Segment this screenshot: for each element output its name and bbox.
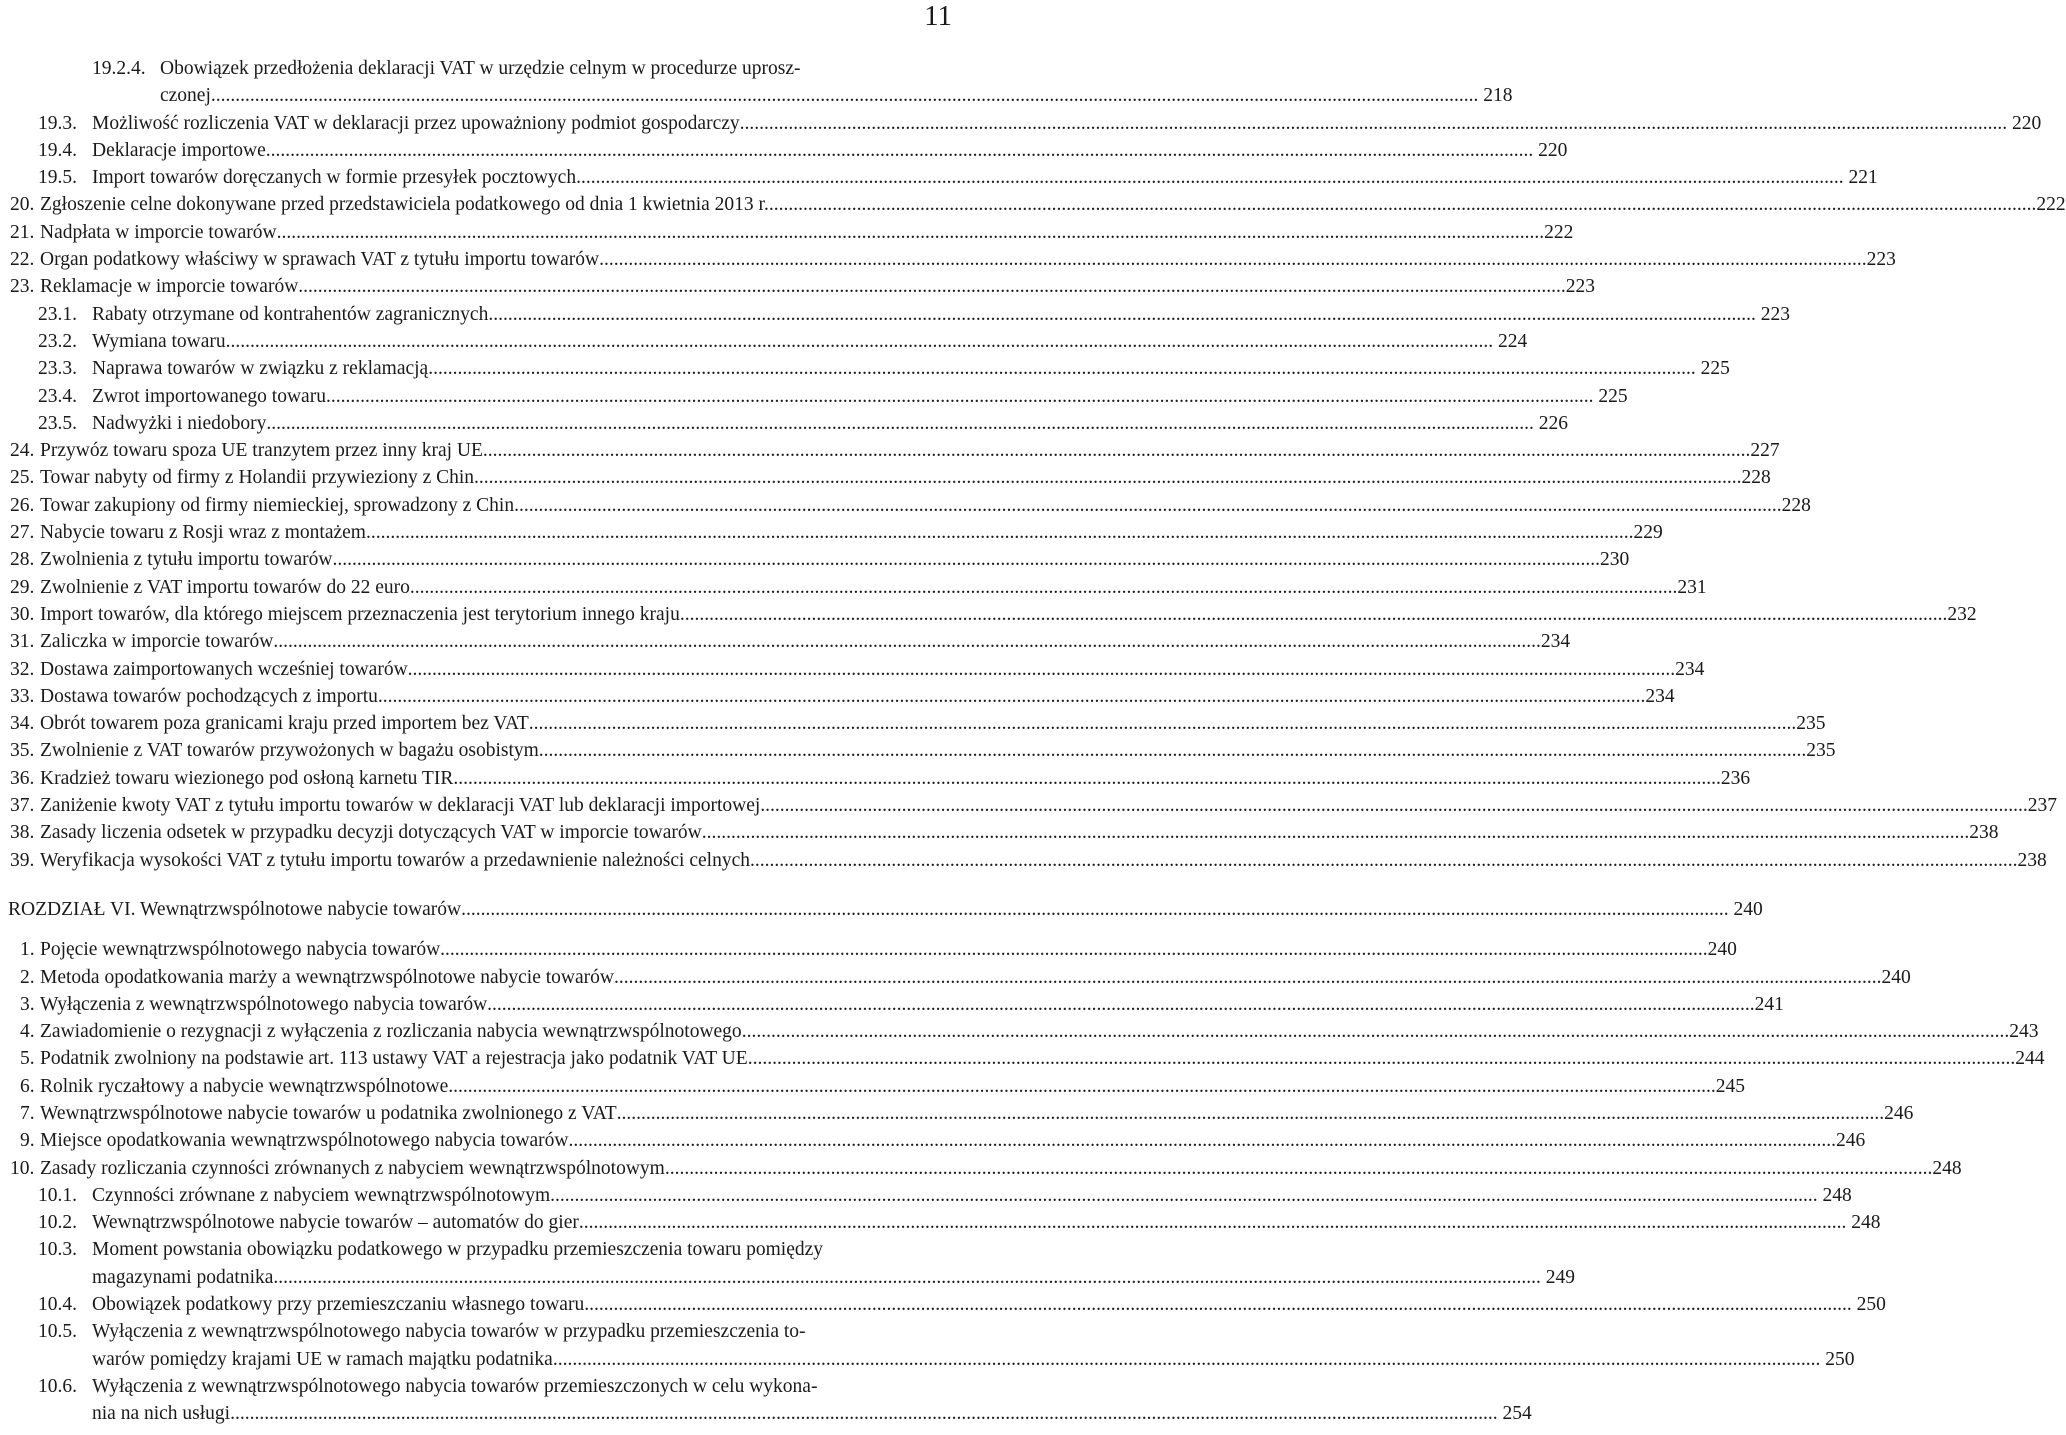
toc-entry-title: magazynami podatnika bbox=[92, 1266, 274, 1288]
toc-entry bbox=[0, 546, 1630, 573]
toc-entry bbox=[0, 492, 1811, 519]
toc-entry-number: 33. bbox=[10, 685, 35, 707]
toc-entry-page: 240 bbox=[1881, 966, 1911, 988]
toc-entry-title: Nadwyżki i niedobory bbox=[92, 412, 267, 434]
toc-entry bbox=[0, 991, 1784, 1018]
toc-entry-page: 245 bbox=[1715, 1075, 1746, 1097]
toc-entry-page: 223 bbox=[1760, 303, 1790, 325]
toc-entry-page: 228 bbox=[1781, 494, 1811, 516]
toc-section-import bbox=[0, 55, 2066, 874]
leader-dots bbox=[277, 219, 1545, 246]
toc-entry-title: Miejsce opodatkowania wewnątrzwspólnotowego nabycia towarów bbox=[40, 1130, 569, 1152]
toc-entry-number: 37. bbox=[10, 795, 35, 817]
toc-entry-number: 10.4. bbox=[38, 1294, 77, 1316]
toc-entry-title: nia na nich usługi bbox=[92, 1403, 231, 1425]
toc-entry-number: 38. bbox=[10, 822, 35, 844]
leader-dots bbox=[483, 437, 1751, 464]
toc-entry-title: Zawiadomienie o rezygnacji z wyłączenia z rozliczania nabycia wewnątrzwspólnotowego bbox=[40, 1021, 742, 1043]
toc-entry-title: Wewnątrzwspólnotowe nabycie towarów u podatnika zwolnionego z VAT bbox=[40, 1102, 617, 1124]
toc-entry-title: Zwrot importowanego towaru bbox=[92, 385, 326, 407]
toc-entry-number: 26. bbox=[10, 494, 35, 516]
toc-entry-number: 10.1. bbox=[38, 1184, 77, 1206]
toc-entry-page: 234 bbox=[1675, 658, 1705, 680]
toc-entry-number: 35. bbox=[10, 740, 35, 762]
toc-entry-page: 250 bbox=[1825, 1348, 1855, 1370]
leader-dots bbox=[539, 737, 1807, 764]
toc-entry bbox=[0, 246, 1896, 273]
toc-entry-page: 222 bbox=[1544, 221, 1574, 243]
toc-entry-number: 3. bbox=[20, 993, 35, 1015]
toc-entry-number: 23.4. bbox=[38, 385, 77, 407]
leader-dots bbox=[748, 1045, 2016, 1072]
toc-section-wnt bbox=[0, 936, 2045, 1427]
toc-entry-number: 25. bbox=[10, 467, 35, 489]
toc-entry-title: Towar nabyty od firmy z Holandii przywieziony z Chin bbox=[40, 467, 475, 489]
toc-entry-number: 34. bbox=[10, 713, 35, 735]
toc-entry bbox=[0, 792, 2058, 819]
leader-dots bbox=[569, 1127, 1837, 1154]
toc-entry-number: 2. bbox=[20, 966, 35, 988]
toc-entry bbox=[0, 1045, 2045, 1072]
leader-dots bbox=[448, 1073, 1716, 1100]
toc-entry-title: Podatnik zwolniony na podstawie art. 113 ustawy VAT a rejestracja jako podatnik VAT UE bbox=[40, 1048, 748, 1070]
chapter-heading bbox=[0, 896, 1763, 923]
toc-entry-title: czonej bbox=[160, 85, 211, 107]
toc-entry-title: Towar zakupiony od firmy niemieckiej, sprowadzony z Chin bbox=[40, 494, 515, 516]
leader-dots bbox=[266, 410, 1534, 437]
toc-entry-number: 4. bbox=[20, 1021, 35, 1043]
toc-entry bbox=[0, 1318, 1855, 1373]
leader-dots bbox=[553, 1346, 1821, 1373]
toc-entry bbox=[0, 1209, 1881, 1236]
toc-entry-title: Weryfikacja wysokości VAT z tytułu importu towarów a przedawnienie należności celnych bbox=[40, 849, 750, 871]
toc-entry-page: 225 bbox=[1598, 385, 1628, 407]
toc-entry-page: 248 bbox=[1822, 1184, 1852, 1206]
toc-entry-title: Moment powstania obowiązku podatkowego w przypadku przemieszczenia towaru pomiędzy bbox=[92, 1239, 824, 1261]
toc-entry-number: 10.2. bbox=[38, 1212, 77, 1234]
leader-dots bbox=[273, 1264, 1541, 1291]
toc-entry-page: 234 bbox=[1645, 685, 1675, 707]
leader-dots bbox=[453, 765, 1721, 792]
toc-entry bbox=[0, 1127, 1866, 1154]
toc-entry-title: Czynności zrównane z nabyciem wewnątrzwspólnotowym bbox=[92, 1184, 551, 1206]
toc-entry-title: Dostawa towarów pochodzących z importu bbox=[40, 685, 378, 707]
toc-entry bbox=[0, 219, 1574, 246]
toc-entry-number: 36. bbox=[10, 767, 35, 789]
leader-dots bbox=[226, 328, 1494, 355]
toc-entry bbox=[0, 574, 1707, 601]
toc-entry-page: 230 bbox=[1599, 549, 1630, 571]
leader-dots bbox=[332, 546, 1600, 573]
toc-entry-page: 254 bbox=[1502, 1403, 1532, 1425]
toc-entry-page: 237 bbox=[2027, 795, 2058, 817]
leader-dots bbox=[488, 301, 1756, 328]
toc-entry bbox=[0, 1100, 1914, 1127]
toc-entry-page: 220 bbox=[2012, 112, 2042, 134]
toc-entry-page: 250 bbox=[1856, 1294, 1886, 1316]
toc-entry-title: Import towarów, dla którego miejscem przeznaczenia jest terytorium innego kraju bbox=[40, 603, 680, 625]
toc-entry-title: Wewnątrzwspólnotowe nabycie towarów – automatów do gier bbox=[92, 1212, 579, 1234]
toc-entry-title: Zasady liczenia odsetek w przypadku decyzji dotyczących VAT w imporcie towarów bbox=[40, 822, 702, 844]
toc-entry-title: Zgłoszenie celne dokonywane przed przedstawiciela podatkowego od dnia 1 kwietnia 2013 r. bbox=[40, 194, 769, 216]
toc-entry-title: Przywóz towaru spoza UE tranzytem przez inny kraj UE bbox=[40, 440, 483, 462]
toc-entry-page: 244 bbox=[2015, 1048, 2045, 1070]
leader-dots bbox=[230, 1400, 1498, 1427]
toc-entry-title: Organ podatkowy właściwy w sprawach VAT z tytułu importu towarów bbox=[40, 249, 600, 271]
toc-entry bbox=[0, 301, 1790, 328]
toc-entry-number: 23.1. bbox=[38, 303, 77, 325]
toc-entry-title: Deklaracje importowe bbox=[92, 139, 266, 161]
toc-entry-title: Obrót towarem poza granicami kraju przed importem bez VAT bbox=[40, 713, 529, 735]
toc-entry-title: Reklamacje w imporcie towarów bbox=[40, 276, 299, 298]
toc-entry-title: Kradzież towaru wiezionego pod osłoną karnetu TIR bbox=[40, 767, 454, 789]
table-of-contents bbox=[0, 55, 2066, 1428]
toc-entry bbox=[0, 1018, 2039, 1045]
leader-dots bbox=[750, 847, 2018, 874]
leader-dots bbox=[474, 464, 1742, 491]
toc-entry-title: Wymiana towaru bbox=[92, 330, 226, 352]
toc-entry bbox=[0, 1073, 1746, 1100]
toc-entry bbox=[0, 737, 1836, 764]
toc-entry-number: 39. bbox=[10, 849, 35, 871]
toc-entry-page: 224 bbox=[1498, 330, 1528, 352]
leader-dots bbox=[529, 710, 1797, 737]
leader-dots bbox=[366, 519, 1634, 546]
toc-entry bbox=[0, 964, 1911, 991]
toc-entry-number: 32. bbox=[10, 658, 35, 680]
toc-entry-number: 9. bbox=[20, 1130, 35, 1152]
chapter-title: ROZDZIAŁ VI. Wewnątrzwspólnotowe nabycie towarów bbox=[8, 898, 462, 920]
toc-entry-number: 19.3. bbox=[38, 112, 77, 134]
toc-entry-page: 236 bbox=[1720, 767, 1751, 789]
toc-entry-page: 225 bbox=[1700, 358, 1730, 380]
toc-entry-number: 6. bbox=[20, 1075, 35, 1097]
toc-entry-title: Zwolnienie z VAT towarów przywożonych w bagażu osobistym bbox=[40, 740, 539, 762]
toc-entry-page: 221 bbox=[1848, 167, 1878, 189]
toc-entry bbox=[0, 1373, 1532, 1428]
toc-entry-number: 23.5. bbox=[38, 412, 77, 434]
toc-entry bbox=[0, 273, 1596, 300]
leader-dots bbox=[742, 1018, 2010, 1045]
leader-dots bbox=[740, 110, 2008, 137]
toc-entry-page: 246 bbox=[1836, 1130, 1866, 1152]
toc-entry bbox=[0, 55, 1513, 110]
toc-entry-title: Rolnik ryczałtowy a nabycie wewnątrzwspólnotowe bbox=[40, 1075, 449, 1097]
toc-entry-number: 10.6. bbox=[38, 1375, 77, 1397]
toc-entry bbox=[0, 1155, 1962, 1182]
leader-dots bbox=[487, 991, 1755, 1018]
leader-dots bbox=[326, 383, 1594, 410]
toc-entry bbox=[0, 1236, 1576, 1291]
toc-entry-page: 241 bbox=[1754, 993, 1784, 1015]
toc-entry-number: 23.3. bbox=[38, 358, 77, 380]
toc-entry-number: 19.4. bbox=[38, 139, 77, 161]
toc-entry bbox=[0, 383, 1628, 410]
leader-dots bbox=[665, 1155, 1933, 1182]
toc-entry-title: Import towarów doręczanych w formie przesyłek pocztowych bbox=[92, 167, 577, 189]
leader-dots bbox=[617, 1100, 1885, 1127]
toc-entry-title: Zasady rozliczania czynności zrównanych z nabyciem wewnątrzwspólnotowym bbox=[40, 1157, 665, 1179]
toc-entry-number: 7. bbox=[20, 1102, 35, 1124]
leader-dots bbox=[440, 936, 1708, 963]
leader-dots bbox=[461, 896, 1729, 923]
toc-entry-page: 240 bbox=[1707, 939, 1737, 961]
toc-entry-number: 1. bbox=[20, 939, 35, 961]
toc-entry-title: Wyłączenia z wewnątrzwspólnotowego nabycia towarów bbox=[40, 993, 488, 1015]
toc-entry bbox=[0, 355, 1730, 382]
toc-entry-title: Nadpłata w imporcie towarów bbox=[40, 221, 277, 243]
toc-entry-page: 227 bbox=[1750, 440, 1780, 462]
toc-entry-number: 21. bbox=[10, 221, 35, 243]
toc-entry bbox=[0, 1291, 1886, 1318]
toc-entry-page: 222 bbox=[2036, 194, 2066, 216]
toc-entry-number: 23.2. bbox=[38, 330, 77, 352]
leader-dots bbox=[599, 246, 1867, 273]
toc-entry bbox=[0, 628, 1571, 655]
toc-entry-title: warów pomiędzy krajami UE w ramach majątku podatnika bbox=[92, 1348, 553, 1370]
toc-entry bbox=[0, 765, 1751, 792]
leader-dots bbox=[576, 164, 1844, 191]
toc-entry bbox=[0, 464, 1771, 491]
toc-entry-title: Dostawa zaimportowanych wcześniej towarów bbox=[40, 658, 408, 680]
toc-entry-title: Pojęcie wewnątrzwspólnotowego nabycia towarów bbox=[40, 939, 441, 961]
leader-dots bbox=[410, 574, 1678, 601]
toc-entry bbox=[0, 191, 2066, 218]
toc-entry-number: 28. bbox=[10, 549, 35, 571]
toc-entry bbox=[0, 328, 1528, 355]
toc-entry-number: 20. bbox=[10, 194, 35, 216]
toc-entry-number: 10. bbox=[10, 1157, 35, 1179]
toc-entry bbox=[0, 936, 1737, 963]
leader-dots bbox=[550, 1182, 1818, 1209]
toc-entry bbox=[0, 819, 1999, 846]
toc-entry bbox=[0, 137, 1568, 164]
toc-entry-page: 246 bbox=[1884, 1102, 1914, 1124]
toc-entry bbox=[0, 437, 1780, 464]
toc-entry-page: 235 bbox=[1806, 740, 1836, 762]
toc-entry bbox=[0, 1182, 1852, 1209]
toc-entry-number: 10.5. bbox=[38, 1321, 77, 1343]
leader-dots bbox=[408, 656, 1676, 683]
toc-entry bbox=[0, 683, 1675, 710]
toc-entry-number: 31. bbox=[10, 631, 35, 653]
toc-entry-number: 19.5. bbox=[38, 167, 77, 189]
toc-entry-title: Zaniżenie kwoty VAT z tytułu importu towarów w deklaracji VAT lub deklaracji importowej bbox=[40, 795, 761, 817]
toc-entry-title: Zwolnienia z tytułu importu towarów bbox=[40, 549, 333, 571]
leader-dots bbox=[211, 82, 1479, 109]
toc-entry-number: 29. bbox=[10, 576, 35, 598]
leader-dots bbox=[680, 601, 1948, 628]
toc-entry-number: 10.3. bbox=[38, 1239, 77, 1261]
toc-entry-number: 19.2.4. bbox=[92, 58, 146, 79]
leader-dots bbox=[702, 819, 1970, 846]
toc-entry-page: 228 bbox=[1741, 467, 1771, 489]
toc-entry-number: 22. bbox=[10, 249, 35, 271]
leader-dots bbox=[514, 492, 1782, 519]
toc-entry-page: 238 bbox=[2017, 849, 2047, 871]
leader-dots bbox=[579, 1209, 1847, 1236]
toc-entry-page: 248 bbox=[1851, 1212, 1881, 1234]
toc-entry-page: 223 bbox=[1565, 276, 1596, 298]
toc-entry-page: 229 bbox=[1633, 522, 1663, 544]
toc-entry bbox=[0, 656, 1705, 683]
toc-entry bbox=[0, 519, 1663, 546]
toc-entry-title: Zwolnienie z VAT importu towarów do 22 euro bbox=[40, 576, 410, 598]
leader-dots bbox=[378, 683, 1646, 710]
toc-entry bbox=[0, 847, 2047, 874]
leader-dots bbox=[614, 964, 1882, 991]
toc-entry-number: 30. bbox=[10, 603, 35, 625]
toc-entry-title: Rabaty otrzymane od kontrahentów zagranicznych bbox=[92, 303, 489, 325]
toc-entry-title: Obowiązek podatkowy przy przemieszczaniu własnego towaru bbox=[92, 1294, 585, 1316]
toc-entry-number: 5. bbox=[20, 1048, 35, 1070]
toc-entry-page: 243 bbox=[2009, 1021, 2039, 1043]
toc-entry bbox=[0, 710, 1826, 737]
toc-entry-title: Wyłączenia z wewnątrzwspólnotowego nabycia towarów przemieszczonych w celu wykona- bbox=[92, 1375, 818, 1397]
toc-entry-page: 235 bbox=[1796, 713, 1826, 735]
toc-entry-page: 223 bbox=[1866, 249, 1896, 271]
toc-entry-page: 218 bbox=[1483, 85, 1513, 107]
toc-entry-title: Zaliczka w imporcie towarów bbox=[40, 631, 274, 653]
toc-entry-page: 238 bbox=[1969, 822, 1999, 844]
toc-entry-number: 24. bbox=[10, 440, 35, 462]
toc-entry-title: Możliwość rozliczenia VAT w deklaracji przez upoważniony podmiot gospodarczy bbox=[92, 112, 740, 134]
toc-entry-title: Naprawa towarów w związku z reklamacją bbox=[92, 358, 429, 380]
leader-dots bbox=[428, 355, 1696, 382]
toc-entry-number: 23. bbox=[10, 276, 35, 298]
toc-entry-page: 220 bbox=[1538, 139, 1568, 161]
toc-entry bbox=[0, 410, 1569, 437]
toc-entry-number: 27. bbox=[10, 522, 35, 544]
chapter-page: 240 bbox=[1733, 898, 1763, 920]
toc-entry bbox=[0, 164, 1878, 191]
leader-dots bbox=[266, 137, 1534, 164]
toc-entry-page: 232 bbox=[1947, 603, 1977, 625]
leader-dots bbox=[584, 1291, 1852, 1318]
toc-entry-page: 249 bbox=[1545, 1266, 1576, 1288]
page-number: 11 bbox=[924, 0, 952, 32]
toc-entry-page: 231 bbox=[1677, 576, 1707, 598]
toc-entry-title: Obowiązek przedłożenia deklaracji VAT w urzędzie celnym w procedurze uprosz- bbox=[160, 58, 801, 79]
leader-dots bbox=[769, 191, 2037, 218]
toc-entry bbox=[0, 601, 1977, 628]
toc-entry-title: Nabycie towaru z Rosji wraz z montażem bbox=[40, 522, 366, 544]
toc-entry-title: Metoda opodatkowania marży a wewnątrzwspólnotowe nabycie towarów bbox=[40, 966, 614, 988]
leader-dots bbox=[273, 628, 1541, 655]
toc-entry-page: 226 bbox=[1538, 412, 1569, 434]
toc-entry-page: 234 bbox=[1540, 631, 1571, 653]
leader-dots bbox=[298, 273, 1566, 300]
toc-entry bbox=[0, 110, 2042, 137]
leader-dots bbox=[760, 792, 2028, 819]
toc-entry-title: Wyłączenia z wewnątrzwspólnotowego nabycia towarów w przypadku przemieszczenia to- bbox=[92, 1321, 806, 1343]
toc-entry-page: 248 bbox=[1932, 1157, 1962, 1179]
